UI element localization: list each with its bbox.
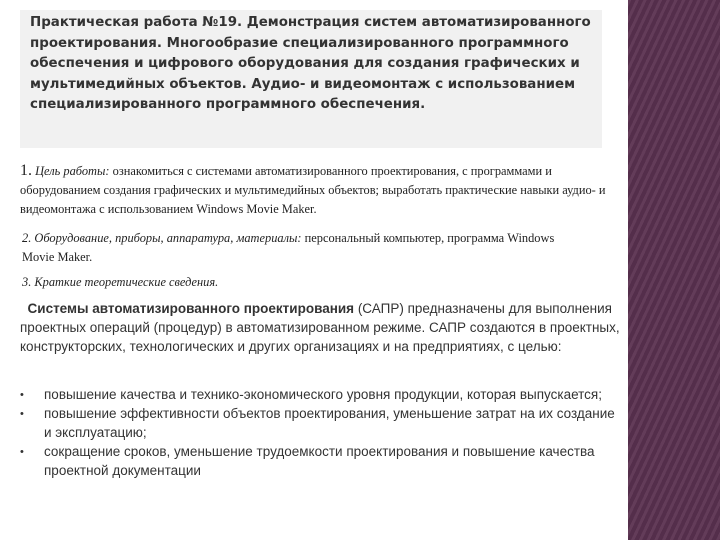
equipment-paragraph [22, 229, 582, 267]
list-item-text: сокращение сроков, уменьшение трудоемкости проектирования и повышение качества проектной документации [44, 444, 595, 478]
slide-title: Практическая работа №19. Демонстрация систем автоматизированного проектирования. Многообразие специализированного программного обеспечения и цифрового оборудования для создания графических и мультимедийных объектов. Аудио- и видеомонтаж с использованием специализированного программного обеспечения. [30, 15, 591, 113]
theory-heading [22, 273, 582, 292]
list-item [20, 385, 620, 404]
list-item [20, 404, 620, 442]
intro-paragraph [20, 299, 626, 356]
bullet-icon: • [20, 389, 24, 401]
list-item-text: повышение эффективности объектов проектирования, уменьшение затрат на их создание и эксплуатацию; [44, 406, 615, 440]
bullet-icon: • [20, 408, 24, 420]
goal-paragraph [20, 161, 620, 219]
goal-text: ознакомиться с системами автоматизированного проектирования, с программами и оборудованием создания графических и мультимедийных объектов; выработать практические навыки аудио- и видеомонтажа с использованием Windows Movie Maker. [20, 164, 606, 216]
goal-bullet-list [20, 385, 620, 480]
intro-text: (САПР) предназначены для выполнения проектных операций (процедур) в автоматизированном режиме. САПР создаются в проектных, конструкторских, технологических и других организациях и на предприятиях, с целью: [20, 301, 620, 354]
theory-label: 3. Краткие теоретические сведения. [22, 275, 219, 289]
intro-bold: Системы автоматизированного проектирования [27, 301, 355, 316]
decorative-sidebar [628, 0, 720, 540]
goal-number: 1. [20, 162, 32, 179]
goal-label: Цель работы: [35, 164, 110, 178]
bullet-icon: • [20, 446, 24, 458]
list-item [20, 442, 620, 480]
list-item-text: повышение качества и технико-экономического уровня продукции, которая выпускается; [44, 387, 602, 402]
equipment-label: 2. Оборудование, приборы, аппаратура, материалы: [22, 231, 302, 245]
equipment-text: персональный компьютер, программа Windows Movie Maker. [22, 231, 555, 264]
